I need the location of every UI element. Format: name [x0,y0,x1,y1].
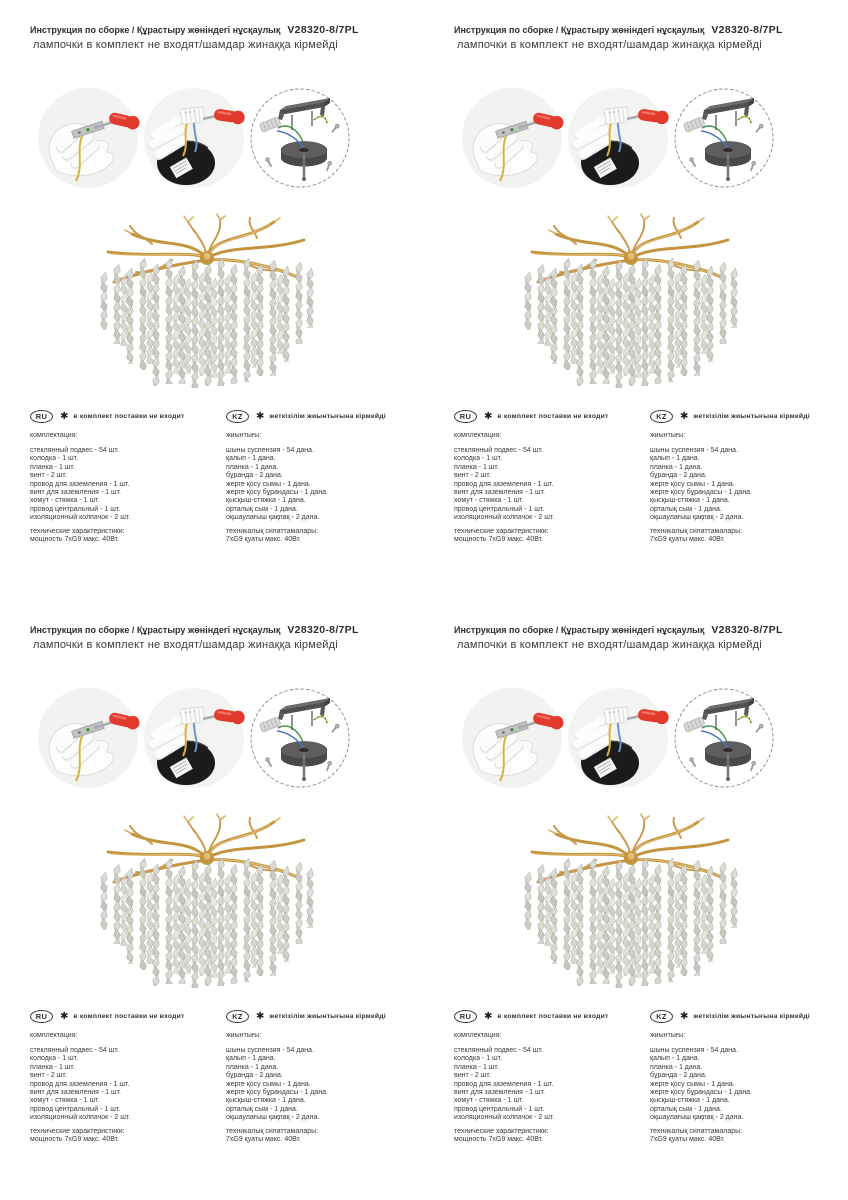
part-line: бұранда - 2 дана. [226,472,283,480]
model-number: V28320-8/7PL [711,24,783,36]
part-line: провод для заземления - 1 шт. [30,1080,130,1088]
kz-lang-row [650,1010,826,1023]
ru-language-badge: RU [30,410,53,423]
asterisk-icon: ✱ [60,1010,69,1022]
part-line: хомут - стяжка - 1 шт. [30,497,100,505]
ru-language-badge: RU [454,410,477,423]
ru-not-included-note: в комплект поставки не входит [73,1013,185,1020]
part-line: орталық сым - 1 дана. [650,1105,722,1113]
kz-not-included-note: жеткізілім жиынтығына кірмейді [693,413,810,420]
header-title-row [454,624,838,636]
panel-header [30,24,414,51]
part-line: жерге қосу бұрандасы - 1 дана. [226,1089,329,1097]
chandelier-illustration [92,808,322,988]
kz-tech-title: техникалық сипаттамалары: [650,1127,743,1135]
header-title-row [30,624,414,636]
ru-list-title: комплектация: [454,1032,502,1039]
part-line: планка - 1 шт. [30,463,75,471]
ru-list-title: комплектация: [30,1032,78,1039]
part-line: винт для заземления - 1 шт. [30,1089,122,1097]
part-line: қысқыш-стяжка - 1 дана. [650,497,730,505]
kz-parts-list [650,447,826,523]
ru-list-title: комплектация: [454,432,502,439]
kz-column [650,410,826,544]
part-line: орталық сым - 1 дана. [650,505,722,513]
ru-lang-row [30,410,226,423]
part-line: винт для заземления - 1 шт. [30,489,122,497]
ru-tech-block [454,528,650,545]
part-line: винт - 2 шт. [30,1072,67,1080]
bulbs-not-included-note: лампочки в комплект не входят/шамдар жинаққа кірмейді [457,639,762,651]
part-line: провод для заземления - 1 шт. [454,480,554,488]
assembly-step2-photo-icon [566,86,670,190]
ru-language-badge: RU [454,1010,477,1023]
part-line: жерге қосу сымы - 1 дана. [226,1080,311,1088]
header-title-row [30,24,414,36]
model-number: V28320-8/7PL [287,24,359,36]
kz-not-included-note: жеткізілім жиынтығына кірмейді [693,1013,810,1020]
ru-tech-value: мощность 7xG9 макс. 40Вт. [454,536,544,544]
ru-tech-title: технические характеристики: [454,527,549,535]
kz-tech-value: 7xG9 қуаты макс. 40Вт. [226,536,301,544]
ru-language-badge: RU [30,1010,53,1023]
kz-tech-value: 7xG9 қуаты макс. 40Вт. [226,1136,301,1144]
part-line: бұранда - 2 дана. [650,1072,707,1080]
part-line: қалып - 1 дана. [650,455,700,463]
assembly-title: Инструкция по сборке / Құрастыру жөніндегі нұсқаулық [30,625,281,635]
assembly-step1-photo-icon [460,86,564,190]
kz-tech-title: техникалық сипаттамалары: [226,1127,319,1135]
kz-tech-value: 7xG9 қуаты макс. 40Вт. [650,536,725,544]
chandelier-illustration [516,808,746,988]
instruction-panel [424,0,848,600]
parts-lists [454,410,826,544]
part-line: колодка - 1 шт. [454,455,503,463]
header-title-row [454,24,838,36]
ru-not-included-note: в комплект поставки не входит [73,413,185,420]
ru-tech-title: технические характеристики: [30,527,125,535]
part-line: хомут - стяжка - 1 шт. [454,1097,524,1105]
part-line: орталық сым - 1 дана. [226,1105,298,1113]
asterisk-icon: ✱ [484,1010,493,1022]
part-line: планка - 1 шт. [30,1063,75,1071]
part-line: жерге қосу бұрандасы - 1 дана. [650,489,753,497]
part-line: хомут - стяжка - 1 шт. [30,1097,100,1105]
kz-language-badge: KZ [650,1010,673,1023]
ru-tech-title: технические характеристики: [30,1127,125,1135]
ru-list-title: комплектация: [30,432,78,439]
chandelier-illustration [92,208,322,388]
ru-tech-value: мощность 7xG9 макс. 40Вт. [30,536,120,544]
part-line: планка - 1 дана. [650,1063,703,1071]
asterisk-icon: ✱ [680,1010,689,1022]
assembly-step1-photo-icon [36,86,140,190]
part-line: қысқыш-стяжка - 1 дана. [650,1097,730,1105]
mounting-wiring-diagram-icon [248,686,352,790]
kz-parts-list [226,1047,402,1123]
ru-column [30,1010,226,1144]
part-line: стеклянный подвес - 54 шт. [30,1047,119,1054]
part-line: колодка - 1 шт. [30,1055,79,1063]
ru-lang-row [454,1010,650,1023]
part-line: винт для заземления - 1 шт. [454,489,546,497]
kz-language-badge: KZ [226,1010,249,1023]
parts-lists [454,1010,826,1144]
part-line: жерге қосу бұрандасы - 1 дана. [650,1089,753,1097]
assembly-steps-row [460,686,776,790]
part-line: провод для заземления - 1 шт. [30,480,130,488]
part-line: стеклянный подвес - 54 шт. [30,447,119,454]
part-line: шыны суспензия - 54 дана. [226,1047,315,1054]
assembly-title: Инструкция по сборке / Құрастыру жөніндегі нұсқаулық [454,625,705,635]
assembly-steps-row [36,86,352,190]
instruction-panel [0,600,424,1200]
bulbs-not-included-note: лампочки в комплект не входят/шамдар жинаққа кірмейді [33,39,338,51]
part-line: оқшаулағыш қақпақ - 2 дана. [226,1114,320,1122]
part-line: изоляционный колпачок - 2 шт. [454,514,555,522]
kz-list-title: жиынтығы: [226,432,262,439]
kz-lang-row [226,1010,402,1023]
part-line: провод центральный - 1 шт. [454,505,545,513]
part-line: оқшаулағыш қақпақ - 2 дана. [650,514,744,522]
kz-list-title: жиынтығы: [650,432,686,439]
kz-tech-block [226,528,402,545]
part-line: провод центральный - 1 шт. [30,1105,121,1113]
part-line: жерге қосу сымы - 1 дана. [650,1080,735,1088]
kz-column [226,410,402,544]
part-line: провод центральный - 1 шт. [30,505,121,513]
kz-column [226,1010,402,1144]
kz-tech-value: 7xG9 қуаты макс. 40Вт. [650,1136,725,1144]
assembly-step2-photo-icon [566,686,670,790]
part-line: изоляционный колпачок - 2 шт. [30,1114,131,1122]
asterisk-icon: ✱ [680,410,689,422]
ru-column [30,410,226,544]
part-line: оқшаулағыш қақпақ - 2 дана. [650,1114,744,1122]
assembly-title: Инструкция по сборке / Құрастыру жөніндегі нұсқаулық [454,25,705,35]
ru-parts-list [454,447,650,523]
part-line: қысқыш-стяжка - 1 дана. [226,1097,306,1105]
part-line: бұранда - 2 дана. [650,472,707,480]
ru-column [454,410,650,544]
part-line: колодка - 1 шт. [30,455,79,463]
part-line: хомут - стяжка - 1 шт. [454,497,524,505]
kz-lang-row [226,410,402,423]
ru-lang-row [30,1010,226,1023]
instruction-panel [424,600,848,1200]
kz-column [650,1010,826,1144]
part-line: қысқыш-стяжка - 1 дана. [226,497,306,505]
part-line: қалып - 1 дана. [650,1055,700,1063]
part-line: колодка - 1 шт. [454,1055,503,1063]
part-line: орталық сым - 1 дана. [226,505,298,513]
ru-tech-value: мощность 7xG9 макс. 40Вт. [454,1136,544,1144]
part-line: шыны суспензия - 54 дана. [650,447,739,454]
part-line: бұранда - 2 дана. [226,1072,283,1080]
part-line: қалып - 1 дана. [226,1055,276,1063]
ru-parts-list [454,1047,650,1123]
chandelier-product-image [92,208,322,393]
bulbs-not-included-note: лампочки в комплект не входят/шамдар жинаққа кірмейді [457,39,762,51]
kz-tech-block [226,1128,402,1145]
part-line: провод для заземления - 1 шт. [454,1080,554,1088]
assembly-steps-row [460,86,776,190]
part-line: стеклянный подвес - 54 шт. [454,447,543,454]
part-line: провод центральный - 1 шт. [454,1105,545,1113]
kz-tech-block [650,1128,826,1145]
part-line: шыны суспензия - 54 дана. [226,447,315,454]
kz-not-included-note: жеткізілім жиынтығына кірмейді [269,413,386,420]
part-line: шыны суспензия - 54 дана. [650,1047,739,1054]
ru-not-included-note: в комплект поставки не входит [497,1013,609,1020]
part-line: жерге қосу сымы - 1 дана. [650,480,735,488]
part-line: планка - 1 шт. [454,1063,499,1071]
ru-column [454,1010,650,1144]
kz-list-title: жиынтығы: [226,1032,262,1039]
bulbs-not-included-note: лампочки в комплект не входят/шамдар жинаққа кірмейді [33,639,338,651]
assembly-step1-photo-icon [460,686,564,790]
part-line: винт - 2 шт. [454,472,491,480]
asterisk-icon: ✱ [256,1010,265,1022]
model-number: V28320-8/7PL [711,624,783,636]
ru-tech-title: технические характеристики: [454,1127,549,1135]
part-line: винт для заземления - 1 шт. [454,1089,546,1097]
mounting-wiring-diagram-icon [248,86,352,190]
assembly-step2-photo-icon [142,686,246,790]
panel-header [30,624,414,651]
kz-language-badge: KZ [226,410,249,423]
part-line: планка - 1 дана. [226,463,279,471]
part-line: қалып - 1 дана. [226,455,276,463]
kz-tech-block [650,528,826,545]
ru-not-included-note: в комплект поставки не входит [497,413,609,420]
part-line: изоляционный колпачок - 2 шт. [30,514,131,522]
chandelier-product-image [92,808,322,993]
part-line: жерге қосу сымы - 1 дана. [226,480,311,488]
assembly-title: Инструкция по сборке / Құрастыру жөніндегі нұсқаулық [30,25,281,35]
part-line: оқшаулағыш қақпақ - 2 дана. [226,514,320,522]
ru-tech-block [454,1128,650,1145]
assembly-step1-photo-icon [36,686,140,790]
part-line: жерге қосу бұрандасы - 1 дана. [226,489,329,497]
chandelier-illustration [516,208,746,388]
part-line: планка - 1 дана. [650,463,703,471]
kz-tech-title: техникалық сипаттамалары: [226,527,319,535]
part-line: планка - 1 дана. [226,1063,279,1071]
asterisk-icon: ✱ [256,410,265,422]
parts-lists [30,410,402,544]
chandelier-product-image [516,808,746,993]
kz-parts-list [650,1047,826,1123]
part-line: изоляционный колпачок - 2 шт. [454,1114,555,1122]
asterisk-icon: ✱ [60,410,69,422]
ru-tech-value: мощность 7xG9 макс. 40Вт. [30,1136,120,1144]
panel-header [454,24,838,51]
kz-not-included-note: жеткізілім жиынтығына кірмейді [269,1013,386,1020]
kz-language-badge: KZ [650,410,673,423]
mounting-wiring-diagram-icon [672,86,776,190]
parts-lists [30,1010,402,1144]
part-line: винт - 2 шт. [30,472,67,480]
kz-parts-list [226,447,402,523]
mounting-wiring-diagram-icon [672,686,776,790]
part-line: винт - 2 шт. [454,1072,491,1080]
ru-tech-block [30,528,226,545]
ru-parts-list [30,447,226,523]
part-line: планка - 1 шт. [454,463,499,471]
ru-tech-block [30,1128,226,1145]
asterisk-icon: ✱ [484,410,493,422]
kz-lang-row [650,410,826,423]
part-line: стеклянный подвес - 54 шт. [454,1047,543,1054]
assembly-steps-row [36,686,352,790]
assembly-step2-photo-icon [142,86,246,190]
ru-parts-list [30,1047,226,1123]
chandelier-product-image [516,208,746,393]
kz-list-title: жиынтығы: [650,1032,686,1039]
kz-tech-title: техникалық сипаттамалары: [650,527,743,535]
model-number: V28320-8/7PL [287,624,359,636]
panel-header [454,624,838,651]
ru-lang-row [454,410,650,423]
instruction-panel [0,0,424,600]
